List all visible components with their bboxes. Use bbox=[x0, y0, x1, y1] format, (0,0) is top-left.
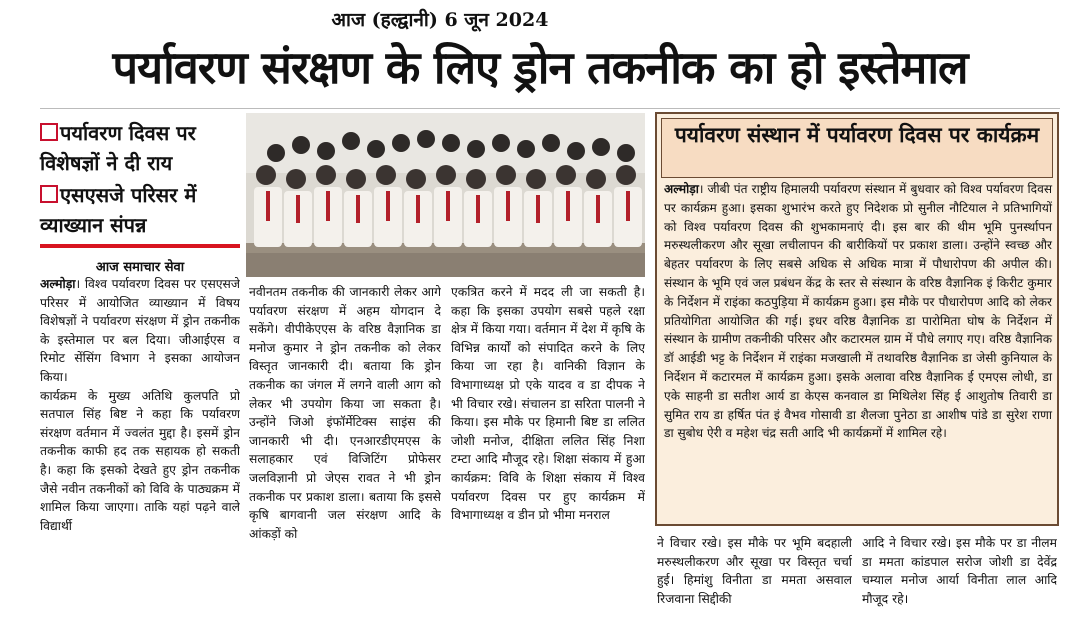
article-column-3 bbox=[451, 283, 645, 605]
group-photo bbox=[246, 113, 645, 277]
byline: आज समाचार सेवा bbox=[95, 260, 185, 275]
red-divider bbox=[40, 244, 240, 248]
bullet-square-icon bbox=[40, 123, 58, 141]
bullet-square-icon bbox=[40, 185, 58, 203]
boxed-story-text: । जीबी पंत राष्ट्रीय हिमालयी पर्यावरण संस्थान में बुधवार को विश्व पर्यावरण दिवस पर कार्यक्रम हुआ। इसका शुभारंभ करते हुए निदेशक प्रो सुनील नौटियाल ने प्रतिभागियों को विश्व पर्यावरण दिवस की शुभकामनाएं दी। इस बार की थीम भूमि पुनर्स्थापन मरुस्थलीकरण और सूखा लचीलापन की बारीकियों पर प्रकाश डाला। उन्होंने स्वच्छ और बेहतर पर्यावरण के लिए सबसे अधिक से अधिक मात्रा में पौधारोपण की अपील की। संस्थान के भूमि एवं जल प्रबंधन केंद्र के स्तर से संस्थान के वरिष्ठ वैज्ञानिक इं किरीट कुमार के निर्देशन में राइंका कठपुड़िया में कार्यक्रम हुआ। इस मौके पर पौधारोपण आदि को लेकर प्रतियोगिता आयोजित की गई। इधर वरिष्ठ वैज्ञानिक डा पारोमिता घोष के निर्देशन में संस्थान के ग्रामीण तकनीकी परिसर और कटारमल ग्राम में पौधे लगाए गए। वरिष्ठ वैज्ञानिक डॉ आईडी भट्ट के निर्देशन में राइंका मजखाली में तथावरिष्ठ वैज्ञानिक डा जेसी कुनियाल के निर्देशन में कटारमल में कार्यक्रम हुआ। इसके अलावा वरिष्ठ वैज्ञानिक ई एमएस लोधी, डा एके साहनी डा सतीश आर्य डा केएस कनवाल डा मिथिलेश सिंह ई आशुतोष तिवारी डा सुमित राय डा हर्षित पंत इं वैभव गोसावी डा शैलजा पुनेठा डा आशीष पांडे डा सुरेश राणा डा सुबोध ऐरी व महेश चंद्र सती आदि भी कार्यक्रमों में शामिल रहे। bbox=[664, 182, 1052, 441]
column-2-text: नवीनतम तकनीक की जानकारी लेकर आगे पर्यावरण संरक्षण में अहम योगदान दे सकेंगे। वीपीकेएएस के वरिष्ठ वैज्ञानिक डा मनोज कुमार ने ड्रोन तकनीक को लेकर विस्तृत जानकारी दी। बताया कि ड्रोन तकनीक का जंगल में लगने वाली आग को लेकर भी उपयोग किया जा सकता है। उन्होंने जिओ इंफॉर्मेटिक्स साइंस की जानकारी भी दी। एनआरडीएमएस के सलाहकार एवं विजिटिंग प्रोफेसर जलविज्ञानी प्रो जेएस रावत ने भी ड्रोन तकनीक पर प्रकाश डाला। बताया कि इससे कृषि बागवानी जल संरक्षण आदि के आंकड़ों को bbox=[249, 285, 441, 541]
column-4-text: ने विचार रखे। इस मौके पर भूमि बदहाली मरुस्थलीकरण और सूखा पर विस्तृत चर्चा हुई। हिमांशु विनीता डा ममता असवाल रिजवाना सिद्दीकी bbox=[657, 536, 852, 606]
group-photo-image bbox=[246, 113, 645, 277]
article-column-5 bbox=[862, 534, 1057, 612]
article-column-1 bbox=[40, 275, 240, 605]
subheading-2 bbox=[40, 180, 240, 240]
boxed-dateline: अल्मोड़ा bbox=[664, 182, 699, 196]
paragraph-1: । विश्व पर्यावरण दिवस पर एसएसजे परिसर में आयोजित व्याख्यान में विषय विशेषज्ञों ने पर्यावरण संरक्षण में ड्रोन तकनीक के इस्तेमाल पर बल दिया। जीआईएस व रिमोट सेंसिंग विभाग ने इसका आयोजन किया। bbox=[40, 277, 240, 384]
dateline: अल्मोड़ा bbox=[40, 277, 76, 291]
column-5-text: आदि ने विचार रखे। इस मौके पर डा नीलम डा ममता कांडपाल सरोज जोशी डा देवेंद्र चम्याल मनोज आर्या विनीता लाल आदि मौजूद रहे। bbox=[862, 536, 1057, 606]
boxed-story-body bbox=[664, 180, 1052, 443]
column-3-text: एकत्रित करने में मदद ली जा सकती है। कहा कि इसका उपयोग सबसे पहले रक्षा क्षेत्र में किया गया। वर्तमान में देश में कृषि के विभिन्न कार्यों को संपादित करने के लिए किया जा रहा है। वानिकी विज्ञान के विभागाध्यक्ष प्रो एके यादव व डा दीपक ने भी विचार रखे। संचालन डा सरिता पालनी ने किया। इस मौके पर हिमानी बिष्ट डा ललित जोशी मनोज, दीक्षिता ललित सिंह निशा टम्टा आदि मौजूद रहे। शिक्षा संकाय में हुआ कार्यक्रम: विवि के शिक्षा संकाय में विश्व पर्यावरण दिवस पर हुए कार्यक्रम में विभागाध्यक्ष व डीन प्रो भीमा मनराल bbox=[451, 285, 645, 523]
paragraph-2: कार्यक्रम के मुख्य अतिथि कुलपति प्रो सतपाल सिंह बिष्ट ने कहा कि पर्यावरण संरक्षण वर्तमान में ज्वलंत मुद्दा है। इसमें ड्रोन तकनीक काफी हद तक सहायक हो सकती है। कहा कि इसको देखते हुए ड्रोन तकनीक जैसे नवीन तकनीकों को विवि के पाठ्यक्रम में शामिल किया जाएगा। ताकि यहां पढ़ने वाले विद्यार्थी bbox=[40, 388, 240, 533]
headline: पर्यावरण संरक्षण के लिए ड्रोन तकनीक का हो इस्तेमाल bbox=[112, 41, 968, 94]
headline-rule bbox=[40, 108, 1060, 109]
subheading-1 bbox=[40, 118, 240, 178]
article-column-2 bbox=[249, 283, 441, 605]
subheading-1-text: पर्यावरण दिवस पर विशेषज्ञों ने दी राय bbox=[40, 121, 196, 175]
article-column-4 bbox=[657, 534, 852, 612]
subheading-2-text: एसएसजे परिसर में व्याख्यान संपन्न bbox=[40, 183, 197, 237]
boxed-story-title: पर्यावरण संस्थान में पर्यावरण दिवस पर कार्यक्रम bbox=[661, 118, 1053, 178]
date-line: आज (हल्द्वानी) 6 जून 2024 bbox=[331, 9, 549, 31]
